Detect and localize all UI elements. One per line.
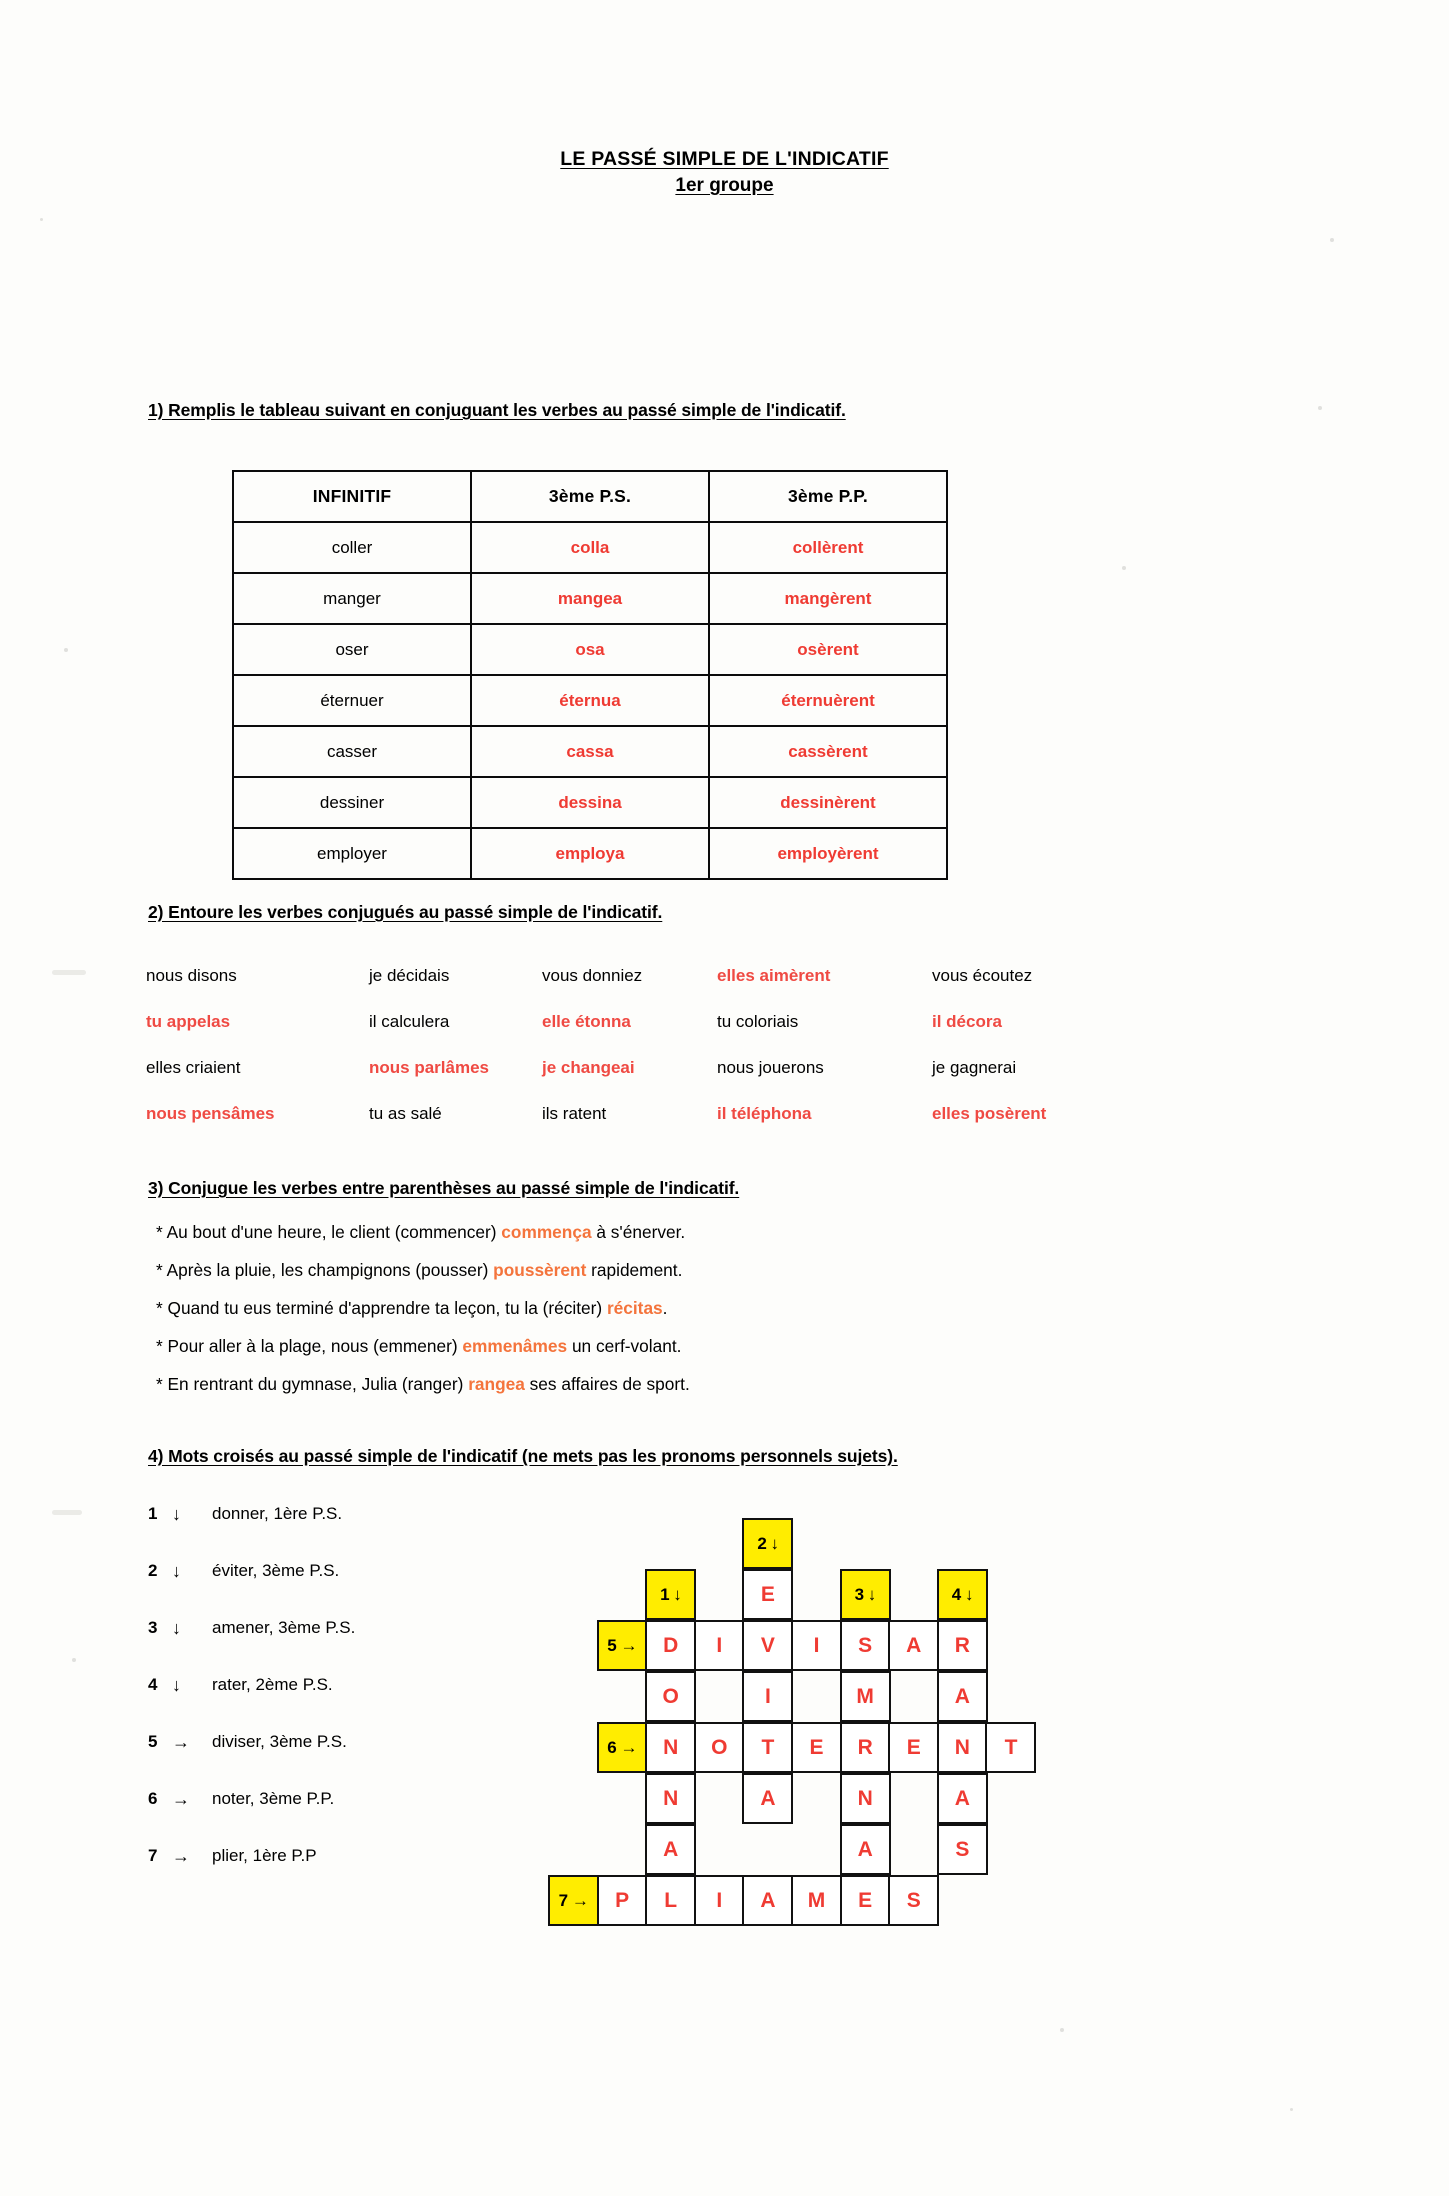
crossword-cell-blank <box>791 1773 842 1824</box>
table-cell-pp: collèrent <box>709 522 947 573</box>
crossword-cell-blank <box>840 1518 891 1569</box>
crossword-cell-letter[interactable]: R <box>840 1722 891 1773</box>
crossword-cell-letter[interactable]: M <box>791 1875 842 1926</box>
sentence-line <box>156 1374 690 1412</box>
crossword-cell-blank <box>597 1824 648 1875</box>
table-cell-pp: osèrent <box>709 624 947 675</box>
table-cell-infinitif: manger <box>233 573 471 624</box>
scan-speck <box>1290 2108 1293 2111</box>
crossword-clue <box>148 1675 355 1732</box>
crossword-clue-marker[interactable]: 3 ↓ <box>840 1569 891 1620</box>
sentence-answer[interactable]: rangea <box>468 1374 525 1394</box>
sentence-answer[interactable]: récitas <box>606 1298 663 1318</box>
worksheet-page <box>0 148 1449 2196</box>
verb-unmarked[interactable]: nous jouerons <box>717 1058 824 1077</box>
verb-unmarked[interactable]: vous donniez <box>542 966 643 985</box>
conjugation-table-wrapper <box>232 470 948 880</box>
crossword-cell-letter[interactable]: A <box>840 1824 891 1875</box>
clue-text: plier, 1ère P.P <box>212 1846 317 1865</box>
crossword-cell-blank <box>791 1569 842 1620</box>
table-cell-pp: employèrent <box>709 828 947 879</box>
clue-number: 6 <box>148 1789 158 1808</box>
arrow-right-icon: → <box>172 1789 190 1809</box>
arrow-right-icon: → <box>172 1846 190 1866</box>
crossword-cell-letter[interactable]: N <box>645 1722 696 1773</box>
table-cell-infinitif: employer <box>233 828 471 879</box>
crossword-cell-blank <box>888 1773 939 1824</box>
crossword-clue <box>148 1561 355 1618</box>
scan-speck <box>1122 566 1126 570</box>
sentence-prefix: * Au bout d'une heure, le client (commencer) <box>156 1222 502 1242</box>
section-3-heading: 3) Conjugue les verbes entre parenthèses au passé simple de l'indicatif. <box>148 1178 740 1198</box>
table-cell-ps: employa <box>471 828 709 879</box>
crossword-cell-letter[interactable]: D <box>645 1620 696 1671</box>
table-row <box>233 675 947 726</box>
sentence-line <box>156 1298 690 1336</box>
clue-text: noter, 3ème P.P. <box>212 1789 335 1808</box>
scan-speck <box>1318 406 1322 410</box>
crossword-row <box>548 1518 1034 1569</box>
crossword-cell-blank <box>791 1671 842 1722</box>
verb-unmarked[interactable]: tu coloriais <box>717 1012 799 1031</box>
crossword-cell-blank <box>597 1671 648 1722</box>
crossword-clue-marker[interactable]: 5 → <box>597 1620 648 1671</box>
crossword-cell-letter[interactable]: V <box>742 1620 793 1671</box>
sentence-prefix: * Quand tu eus terminé d'apprendre ta leçon, tu la (réciter) <box>156 1298 607 1318</box>
clue-number: 2 <box>148 1561 158 1580</box>
sentence-suffix: . <box>662 1298 668 1318</box>
crossword-cell-letter[interactable]: I <box>791 1620 842 1671</box>
clue-text: amener, 3ème P.S. <box>212 1618 356 1637</box>
crossword-cell-blank <box>888 1569 939 1620</box>
verb-unmarked[interactable]: vous écoutez <box>932 966 1033 985</box>
clue-number: 3 <box>148 1618 158 1637</box>
word-grid-row <box>146 1012 1306 1058</box>
clue-text: donner, 1ère P.S. <box>212 1504 343 1523</box>
section-1-heading: 1) Remplis le tableau suivant en conjuguant les verbes au passé simple de l'indicatif. <box>148 400 846 420</box>
crossword-cell-blank <box>694 1824 745 1875</box>
table-cell-infinitif: éternuer <box>233 675 471 726</box>
title-subtitle: 1er groupe <box>675 175 774 196</box>
column-header-3eme-pp: 3ème P.P. <box>709 471 947 522</box>
table-cell-infinitif: casser <box>233 726 471 777</box>
crossword-cell-letter[interactable]: A <box>645 1824 696 1875</box>
sentence-suffix: un cerf-volant. <box>567 1336 682 1356</box>
scan-smudge <box>52 970 86 975</box>
section-4-heading: 4) Mots croisés au passé simple de l'indicatif (ne mets pas les pronoms personnels sujets). <box>148 1446 898 1466</box>
scan-speck <box>1330 238 1334 242</box>
scan-speck <box>64 648 68 652</box>
column-header-infinitif: INFINITIF <box>233 471 471 522</box>
crossword-cell-blank <box>548 1824 599 1875</box>
table-cell-ps: cassa <box>471 726 709 777</box>
table-cell-ps: colla <box>471 522 709 573</box>
crossword-cell-blank <box>548 1569 599 1620</box>
verb-unmarked[interactable]: nous disons <box>146 966 237 985</box>
word-grid-row <box>146 1058 1306 1104</box>
crossword-row <box>548 1824 1034 1875</box>
verb-unmarked[interactable]: je décidais <box>369 966 450 985</box>
crossword-cell-blank <box>791 1824 842 1875</box>
crossword-cell-blank <box>548 1620 599 1671</box>
crossword-cell-letter[interactable]: S <box>888 1875 939 1926</box>
crossword-cell-blank <box>694 1569 745 1620</box>
table-row <box>233 828 947 879</box>
crossword-cell-letter[interactable]: L <box>645 1875 696 1926</box>
crossword-row <box>548 1620 1034 1671</box>
crossword-cell-letter[interactable]: E <box>888 1722 939 1773</box>
verb-unmarked[interactable]: je gagnerai <box>932 1058 1017 1077</box>
verb-unmarked[interactable]: il calculera <box>369 1012 450 1031</box>
sentence-exercise-list <box>156 1222 690 1412</box>
verb-marked[interactable]: elles aimèrent <box>717 966 831 985</box>
crossword-row <box>548 1875 1034 1926</box>
crossword-cell-blank <box>791 1518 842 1569</box>
verb-word-grid <box>146 966 1306 1150</box>
arrow-down-icon: ↓ <box>172 1618 181 1638</box>
crossword-cell-blank <box>548 1773 599 1824</box>
table-row <box>233 624 947 675</box>
scan-speck <box>72 1658 76 1662</box>
crossword-cell-letter[interactable]: A <box>742 1875 793 1926</box>
crossword-clue <box>148 1618 355 1675</box>
table-cell-pp: cassèrent <box>709 726 947 777</box>
crossword-clue-marker[interactable]: 7 → <box>548 1875 599 1926</box>
clue-number: 1 <box>148 1504 158 1523</box>
verb-marked[interactable]: nous pensâmes <box>146 1104 275 1123</box>
crossword-grid <box>548 1518 1034 1926</box>
crossword-clue-marker[interactable]: 2 ↓ <box>742 1518 793 1569</box>
crossword-cell-letter[interactable]: I <box>694 1875 745 1926</box>
section-2-heading: 2) Entoure les verbes conjugués au passé simple de l'indicatif. <box>148 902 663 922</box>
crossword-cell-letter[interactable]: E <box>840 1875 891 1926</box>
crossword-cell-blank <box>548 1722 599 1773</box>
scan-speck <box>1060 2028 1064 2032</box>
crossword-cell-letter[interactable]: S <box>937 1824 988 1875</box>
sentence-prefix: * Après la pluie, les champignons (pousser) <box>156 1260 494 1280</box>
scan-smudge <box>52 1510 82 1515</box>
sentence-suffix: rapidement. <box>586 1260 683 1280</box>
crossword-clue <box>148 1732 355 1789</box>
crossword-cell-blank <box>548 1518 599 1569</box>
sentence-suffix: à s'énerver. <box>591 1222 686 1242</box>
clue-number: 5 <box>148 1732 158 1751</box>
crossword-cell-letter[interactable]: E <box>791 1722 842 1773</box>
verb-marked[interactable]: il décora <box>932 1012 1002 1031</box>
table-cell-infinitif: oser <box>233 624 471 675</box>
arrow-down-icon: ↓ <box>172 1675 181 1695</box>
crossword-row <box>548 1722 1034 1773</box>
crossword-cell-blank <box>888 1671 939 1722</box>
crossword-cell-letter[interactable]: T <box>742 1722 793 1773</box>
crossword-cell-blank <box>548 1671 599 1722</box>
page-title <box>0 148 1449 197</box>
verb-marked[interactable]: elle étonna <box>542 1012 631 1031</box>
verb-unmarked[interactable]: ils ratent <box>542 1104 607 1123</box>
table-cell-pp: dessinèrent <box>709 777 947 828</box>
table-row <box>233 726 947 777</box>
sentence-answer[interactable]: emmenâmes <box>462 1336 568 1356</box>
table-cell-infinitif: coller <box>233 522 471 573</box>
crossword-row <box>548 1671 1034 1722</box>
crossword-clue-marker[interactable]: 4 ↓ <box>937 1569 988 1620</box>
sentence-line <box>156 1336 690 1374</box>
crossword-cell-letter[interactable]: A <box>742 1773 793 1824</box>
table-cell-pp: éternuèrent <box>709 675 947 726</box>
sentence-prefix: * En rentrant du gymnase, Julia (ranger) <box>156 1374 469 1394</box>
crossword-cell-blank <box>645 1518 696 1569</box>
crossword-cell-letter[interactable]: N <box>840 1773 891 1824</box>
crossword-cell-blank <box>694 1773 745 1824</box>
crossword-clue <box>148 1789 355 1846</box>
crossword-clue-marker[interactable]: 6 → <box>597 1722 648 1773</box>
crossword-row <box>548 1773 1034 1824</box>
crossword-cell-letter[interactable]: T <box>985 1722 1036 1773</box>
crossword-cell-blank <box>937 1875 988 1926</box>
crossword-cell-letter[interactable]: N <box>937 1722 988 1773</box>
table-cell-pp: mangèrent <box>709 573 947 624</box>
verb-unmarked[interactable]: elles criaient <box>146 1058 241 1077</box>
sentence-line <box>156 1222 690 1260</box>
table-row <box>233 573 947 624</box>
crossword-cell-letter[interactable]: S <box>840 1620 891 1671</box>
crossword-cell-letter[interactable]: I <box>742 1671 793 1722</box>
crossword-clue-list <box>148 1504 355 1903</box>
table-cell-ps: éternua <box>471 675 709 726</box>
crossword-cell-letter[interactable]: I <box>694 1620 745 1671</box>
crossword-cell-letter[interactable]: O <box>694 1722 745 1773</box>
crossword-cell-letter[interactable]: A <box>937 1773 988 1824</box>
crossword-cell-blank <box>888 1824 939 1875</box>
table-cell-ps: mangea <box>471 573 709 624</box>
title-main: LE PASSÉ SIMPLE DE L'INDICATIF <box>560 148 889 170</box>
scan-speck <box>40 218 43 221</box>
clue-text: rater, 2ème P.S. <box>212 1675 333 1694</box>
table-header-row <box>233 471 947 522</box>
crossword-clue-marker[interactable]: 1 ↓ <box>645 1569 696 1620</box>
crossword-cell-letter[interactable]: E <box>742 1569 793 1620</box>
crossword-cell-blank <box>597 1569 648 1620</box>
crossword-clue <box>148 1504 355 1561</box>
sentence-line <box>156 1260 690 1298</box>
crossword-cell-letter[interactable]: A <box>937 1671 988 1722</box>
verb-marked[interactable]: elles posèrent <box>932 1104 1047 1123</box>
table-cell-ps: dessina <box>471 777 709 828</box>
crossword-clue <box>148 1846 355 1903</box>
crossword-cell-blank <box>597 1518 648 1569</box>
crossword-cell-blank <box>742 1824 793 1875</box>
clue-number: 7 <box>148 1846 158 1865</box>
verb-marked[interactable]: je changeai <box>542 1058 635 1077</box>
table-row <box>233 522 947 573</box>
arrow-down-icon: ↓ <box>172 1561 181 1581</box>
crossword-cell-letter[interactable]: N <box>645 1773 696 1824</box>
crossword-cell-letter[interactable]: R <box>937 1620 988 1671</box>
crossword-cell-blank <box>888 1518 939 1569</box>
verb-unmarked[interactable]: tu as salé <box>369 1104 442 1123</box>
crossword-cell-letter[interactable]: O <box>645 1671 696 1722</box>
verb-marked[interactable]: nous parlâmes <box>369 1058 489 1077</box>
verb-marked[interactable]: tu appelas <box>146 1012 231 1031</box>
crossword-cell-blank <box>694 1671 745 1722</box>
column-header-3eme-ps: 3ème P.S. <box>471 471 709 522</box>
arrow-down-icon: ↓ <box>172 1504 181 1524</box>
table-cell-infinitif: dessiner <box>233 777 471 828</box>
crossword-cell-blank <box>597 1773 648 1824</box>
sentence-answer[interactable]: commença <box>501 1222 592 1242</box>
crossword-cell-letter[interactable]: M <box>840 1671 891 1722</box>
verb-marked[interactable]: il téléphona <box>717 1104 812 1123</box>
sentence-answer[interactable]: poussèrent <box>493 1260 587 1280</box>
word-grid-row <box>146 1104 1306 1150</box>
clue-text: diviser, 3ème P.S. <box>212 1732 347 1751</box>
sentence-prefix: * Pour aller à la plage, nous (emmener) <box>156 1336 463 1356</box>
crossword-cell-blank <box>937 1518 988 1569</box>
table-cell-ps: osa <box>471 624 709 675</box>
crossword-cell-letter[interactable]: A <box>888 1620 939 1671</box>
crossword-cell-letter[interactable]: P <box>597 1875 648 1926</box>
crossword-row <box>548 1569 1034 1620</box>
conjugation-table <box>232 470 948 880</box>
table-row <box>233 777 947 828</box>
crossword-cell-blank <box>694 1518 745 1569</box>
clue-number: 4 <box>148 1675 158 1694</box>
sentence-suffix: ses affaires de sport. <box>524 1374 690 1394</box>
table-body <box>233 522 947 879</box>
arrow-right-icon: → <box>172 1732 190 1752</box>
word-grid-row <box>146 966 1306 1012</box>
clue-text: éviter, 3ème P.S. <box>212 1561 340 1580</box>
